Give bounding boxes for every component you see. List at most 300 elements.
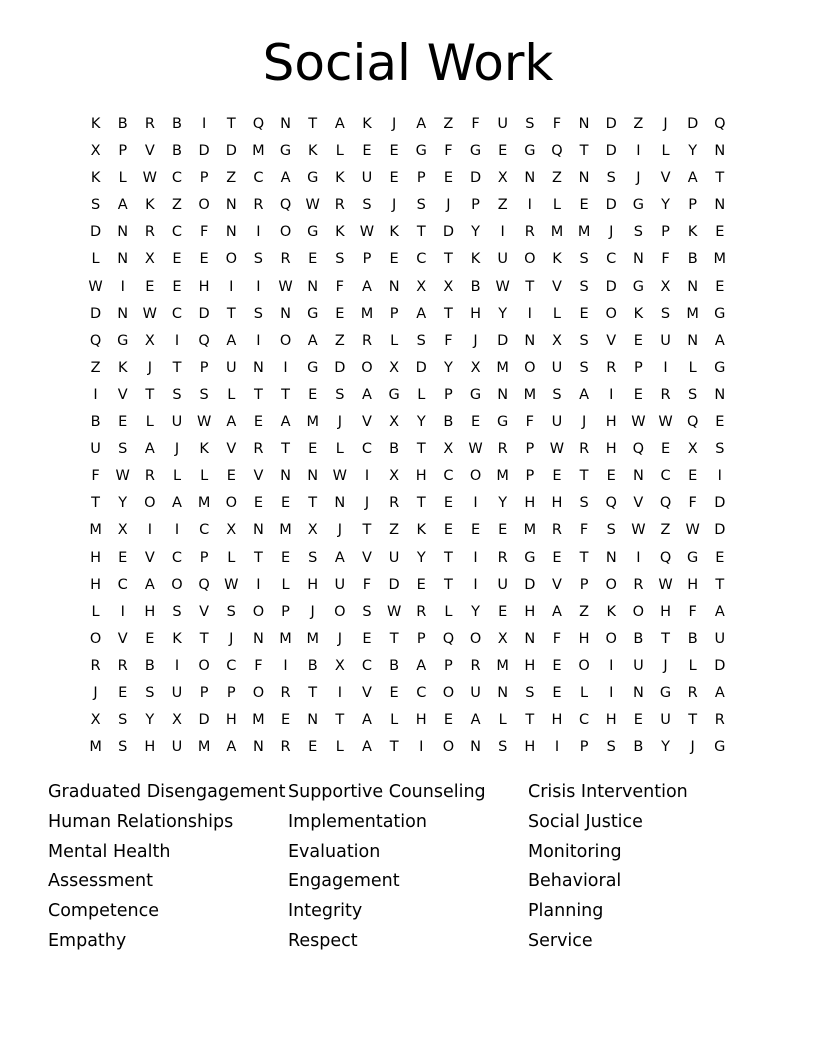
grid-letter: R [144,116,155,132]
grid-letter: L [444,603,453,620]
grid-letter: N [280,468,291,485]
grid-row [82,328,734,355]
grid-letter: F [335,278,344,295]
grid-letter: O [144,495,156,512]
grid-letter: I [174,332,180,349]
grid-letter: N [117,224,129,241]
grid-letter: E [280,495,291,512]
grid-letter: O [578,657,590,674]
grid-letter: T [308,116,318,132]
grid-letter: G [524,549,536,566]
grid-letter: F [688,603,697,620]
grid-letter: K [335,170,345,187]
grid-letter: W [115,468,130,485]
grid-letter: L [417,386,426,403]
grid-letter: I [256,224,261,241]
grid-letter: I [609,684,614,701]
grid-letter: I [93,386,98,403]
grid-letter: U [497,576,508,593]
grid-letter: E [416,576,426,593]
grid-letter: A [334,549,345,566]
grid-letter: K [687,224,698,241]
grid-letter: R [470,657,481,674]
grid-letter: Z [172,197,182,214]
grid-letter: O [469,630,482,647]
grid-letter: M [360,305,374,322]
grid-letter: S [199,386,209,403]
grid-letter: H [524,739,536,756]
grid-letter: S [579,251,589,268]
grid-letter: L [172,468,182,485]
grid-letter: C [443,468,454,485]
grid-letter: P [525,441,535,458]
grid-letter: A [470,712,481,729]
grid-letter: O [469,468,482,485]
grid-letter: E [715,278,725,295]
grid-letter: N [524,630,536,647]
grid-letter: H [90,576,102,593]
grid-letter: W [88,278,103,295]
grid-row [82,165,734,192]
grid-letter: R [524,224,535,241]
grid-letter: L [661,143,670,160]
grid-letter: A [362,386,372,403]
grid-letter: W [549,441,565,458]
grid-letter: Y [661,739,670,756]
grid-letter: K [606,603,616,620]
grid-letter: L [91,603,100,620]
grid-letter: O [171,576,183,593]
grid-letter: I [527,197,532,214]
grid-letter: L [145,414,154,431]
grid-letter: M [89,739,102,756]
grid-letter: W [142,305,158,322]
grid-letter: Z [226,170,237,187]
grid-letter: M [306,414,319,431]
grid-letter: G [524,143,536,160]
grid-letter: I [174,657,180,674]
grid-letter: E [118,414,128,431]
grid-letter: U [225,359,237,376]
grid-letter: W [386,603,402,620]
grid-letter: M [550,224,564,241]
grid-letter: T [226,116,236,132]
grid-letter: T [335,712,345,729]
grid-letter: L [227,386,236,403]
grid-letter: N [252,522,264,539]
grid-letter: Y [416,414,426,431]
grid-letter: T [308,684,318,701]
grid-letter: L [281,576,290,593]
grid-letter: C [171,170,183,187]
grid-letter: O [334,603,346,620]
grid-letter: E [145,278,155,295]
grid-letter: V [362,414,372,431]
grid-letter: H [578,630,590,647]
grid-letter: L [335,143,344,160]
grid-letter: Q [659,495,672,512]
grid-letter: K [389,224,399,241]
grid-letter: X [389,468,400,485]
grid-letter: T [389,630,399,647]
grid-letter: E [552,468,562,485]
grid-letter: A [714,684,725,701]
grid-letter: C [171,224,183,241]
grid-letter: S [633,224,643,241]
grid-letter: F [525,414,534,431]
grid-letter: A [362,278,372,295]
grid-letter: I [364,468,370,485]
grid-letter: J [473,332,478,349]
grid-letter: N [632,468,644,485]
word-list-item: Human Relationships [48,811,234,832]
grid-letter: D [714,522,726,539]
grid-letter: P [199,684,209,701]
grid-letter: O [225,495,237,512]
grid-letter: F [444,143,453,160]
grid-letter: R [253,197,264,214]
grid-letter: A [416,116,427,132]
grid-row [82,382,734,409]
grid-letter: X [90,143,101,160]
grid-letter: F [471,116,480,132]
grid-letter: T [416,441,426,458]
grid-letter: J [663,657,668,674]
grid-letter: Q [252,116,265,132]
word-list-item: Implementation [288,811,427,832]
grid-letter: A [552,603,562,620]
grid-letter: V [199,603,210,620]
grid-letter: J [229,630,234,647]
grid-letter: F [579,522,589,539]
grid-letter: R [361,332,373,349]
grid-letter: A [144,441,155,458]
grid-letter: K [470,251,481,268]
grid-letter: E [172,251,182,268]
grid-letter: S [579,278,589,295]
grid-letter: I [229,278,234,295]
grid-letter: I [636,143,641,160]
grid-letter: N [714,386,726,403]
grid-letter: H [524,657,536,674]
grid-letter: N [307,468,319,485]
grid-letter: S [253,305,264,322]
grid-letter: Q [198,576,210,593]
grid-letter: N [524,170,536,187]
word-list-item: Crisis Intervention [528,782,688,802]
grid-letter: Q [198,332,210,349]
grid-letter: O [605,305,617,322]
grid-letter: B [633,630,644,647]
grid-letter: D [469,170,482,187]
grid-letter: T [443,305,453,322]
grid-letter: P [471,197,480,214]
grid-letter: V [117,630,128,647]
grid-letter: S [253,251,264,268]
word-list-item: Planning [528,901,604,922]
grid-letter: A [416,657,427,674]
grid-letter: F [199,224,209,241]
grid-letter: I [201,116,207,132]
grid-letter: U [361,170,373,187]
grid-letter: E [498,522,508,539]
grid-letter: B [687,630,698,647]
grid-letter: J [337,630,342,647]
grid-letter: R [280,251,291,268]
grid-letter: C [226,657,237,674]
grid-letter: K [335,224,345,241]
grid-letter: P [579,739,589,756]
grid-letter: E [362,630,372,647]
grid-letter: A [362,739,372,756]
grid-letter: S [416,332,426,349]
grid-row [82,111,734,138]
grid-letter: O [605,576,617,593]
grid-letter: Z [334,332,345,349]
grid-letter: E [280,549,291,566]
grid-letter: E [335,305,345,322]
grid-letter: E [579,197,589,214]
grid-letter: W [495,278,510,295]
grid-letter: X [90,712,101,729]
grid-letter: R [90,657,101,674]
grid-letter: E [308,441,318,458]
grid-letter: V [552,576,562,593]
grid-letter: W [142,170,158,187]
grid-letter: U [660,712,671,729]
grid-letter: W [359,224,375,241]
grid-letter: N [388,278,400,295]
grid-letter: S [579,495,589,512]
grid-letter: T [579,143,589,160]
grid-letter: P [579,576,589,593]
grid-letter: D [388,576,400,593]
grid-letter: P [199,359,209,376]
grid-letter: P [525,468,535,485]
grid-letter: N [280,305,291,322]
grid-letter: D [687,116,699,132]
grid-letter: G [714,739,726,756]
grid-letter: D [198,143,210,160]
word-list-item: Respect [288,930,358,951]
grid-letter: B [633,739,644,756]
grid-letter: E [498,143,508,160]
grid-letter: G [497,414,509,431]
grid-letter: Z [90,359,101,376]
grid-letter: R [117,657,128,674]
grid-letter: T [253,386,263,403]
grid-letter: U [497,251,508,268]
grid-row [82,192,734,219]
grid-letter: K [307,143,318,160]
grid-letter: I [256,332,261,349]
grid-letter: E [606,468,616,485]
grid-letter: K [172,630,182,647]
grid-letter: B [389,657,400,674]
grid-letter: P [226,684,236,701]
grid-letter: D [415,359,427,376]
grid-letter: G [307,224,319,241]
grid-row [82,409,734,436]
grid-letter: J [364,495,370,512]
grid-letter: N [225,224,237,241]
grid-letter: Y [498,305,508,322]
grid-letter: N [307,278,319,295]
grid-letter: I [283,657,288,674]
grid-row [82,436,734,463]
grid-letter: L [118,170,127,187]
grid-letter: A [334,116,345,132]
grid-letter: E [660,441,671,458]
grid-letter: Q [659,549,672,566]
grid-letter: S [118,739,128,756]
grid-letter: P [661,224,670,241]
grid-letter: P [389,305,399,322]
grid-letter: R [280,684,291,701]
grid-letter: Y [471,224,480,241]
grid-letter: C [199,522,210,539]
grid-letter: E [443,495,453,512]
grid-letter: F [661,251,670,268]
grid-letter: U [90,441,101,458]
grid-letter: Y [118,495,128,512]
grid-letter: M [496,657,509,674]
grid-letter: W [224,576,239,593]
grid-letter: H [415,712,427,729]
grid-letter: U [171,684,183,701]
grid-letter: O [632,603,645,620]
grid-letter: E [715,549,725,566]
word-list-item: Supportive Counseling [288,782,486,802]
grid-letter: N [497,386,509,403]
grid-letter: I [256,576,261,593]
grid-letter: S [90,197,101,214]
grid-row [82,545,734,572]
grid-letter: K [362,116,372,132]
grid-letter: E [199,251,209,268]
grid-letter: C [660,468,671,485]
grid-letter: L [498,712,507,729]
grid-letter: B [470,278,481,295]
grid-letter: A [117,197,128,214]
grid-letter: K [416,522,427,539]
grid-letter: I [473,495,478,512]
grid-letter: E [443,712,453,729]
grid-letter: S [579,359,589,376]
grid-letter: L [552,197,561,214]
grid-letter: S [552,386,562,403]
grid-letter: N [632,684,644,701]
grid-letter: A [144,576,155,593]
grid-letter: T [308,495,318,512]
grid-letter: E [633,386,643,403]
grid-letter: E [715,224,725,241]
grid-letter: E [579,305,589,322]
grid-letter: O [442,684,455,701]
grid-letter: V [144,549,155,566]
grid-letter: W [658,414,673,431]
grid-letter: W [658,576,673,593]
grid-letter: A [362,712,372,729]
grid-letter: F [91,468,100,485]
grid-letter: V [606,332,617,349]
grid-letter: A [226,739,237,756]
grid-letter: E [688,468,698,485]
grid-letter: N [632,251,644,268]
grid-letter: S [145,684,155,701]
grid-letter: G [687,549,699,566]
grid-letter: L [552,305,561,322]
grid-letter: J [310,603,315,620]
grid-letter: X [497,630,508,647]
grid-row [82,274,734,301]
grid-letter: O [361,359,373,376]
grid-letter: T [172,359,182,376]
grid-letter: S [660,305,671,322]
grid-letter: I [717,468,722,485]
word-search-grid [82,111,734,761]
grid-letter: L [688,359,697,376]
grid-letter: X [144,251,155,268]
grid-letter: O [524,251,536,268]
grid-letter: N [252,630,264,647]
grid-letter: N [117,251,129,268]
grid-letter: H [551,495,563,512]
grid-letter: M [252,143,265,160]
grid-letter: H [307,576,319,593]
grid-letter: V [552,278,562,295]
grid-letter: A [226,332,237,349]
grid-letter: U [388,549,400,566]
grid-letter: L [580,684,589,701]
grid-letter: M [523,386,537,403]
grid-letter: T [525,278,535,295]
grid-letter: J [636,170,641,187]
grid-letter: X [307,522,318,539]
grid-letter: D [714,495,726,512]
grid-letter: F [254,657,263,674]
grid-letter: H [687,576,699,593]
grid-letter: Z [579,603,590,620]
grid-letter: K [90,170,101,187]
grid-letter: Q [442,630,455,647]
grid-letter: E [498,603,508,620]
grid-letter: K [90,116,101,132]
grid-letter: T [715,576,725,593]
grid-letter: A [226,414,237,431]
grid-letter: B [90,414,101,431]
grid-letter: R [144,468,155,485]
grid-letter: P [362,251,372,268]
grid-letter: V [117,386,128,403]
grid-letter: C [579,712,590,729]
grid-letter: J [93,684,98,701]
grid-letter: N [225,197,237,214]
grid-letter: G [415,143,427,160]
grid-letter: H [551,712,563,729]
grid-letter: O [252,603,265,620]
grid-letter: M [306,630,319,647]
grid-letter: H [660,603,671,620]
grid-letter: M [713,251,727,268]
grid-letter: X [117,522,128,539]
grid-letter: D [714,657,726,674]
word-list-item: Behavioral [528,871,622,892]
grid-row [82,246,734,273]
grid-letter: S [362,603,372,620]
grid-letter: H [415,468,427,485]
grid-letter: J [391,197,397,214]
